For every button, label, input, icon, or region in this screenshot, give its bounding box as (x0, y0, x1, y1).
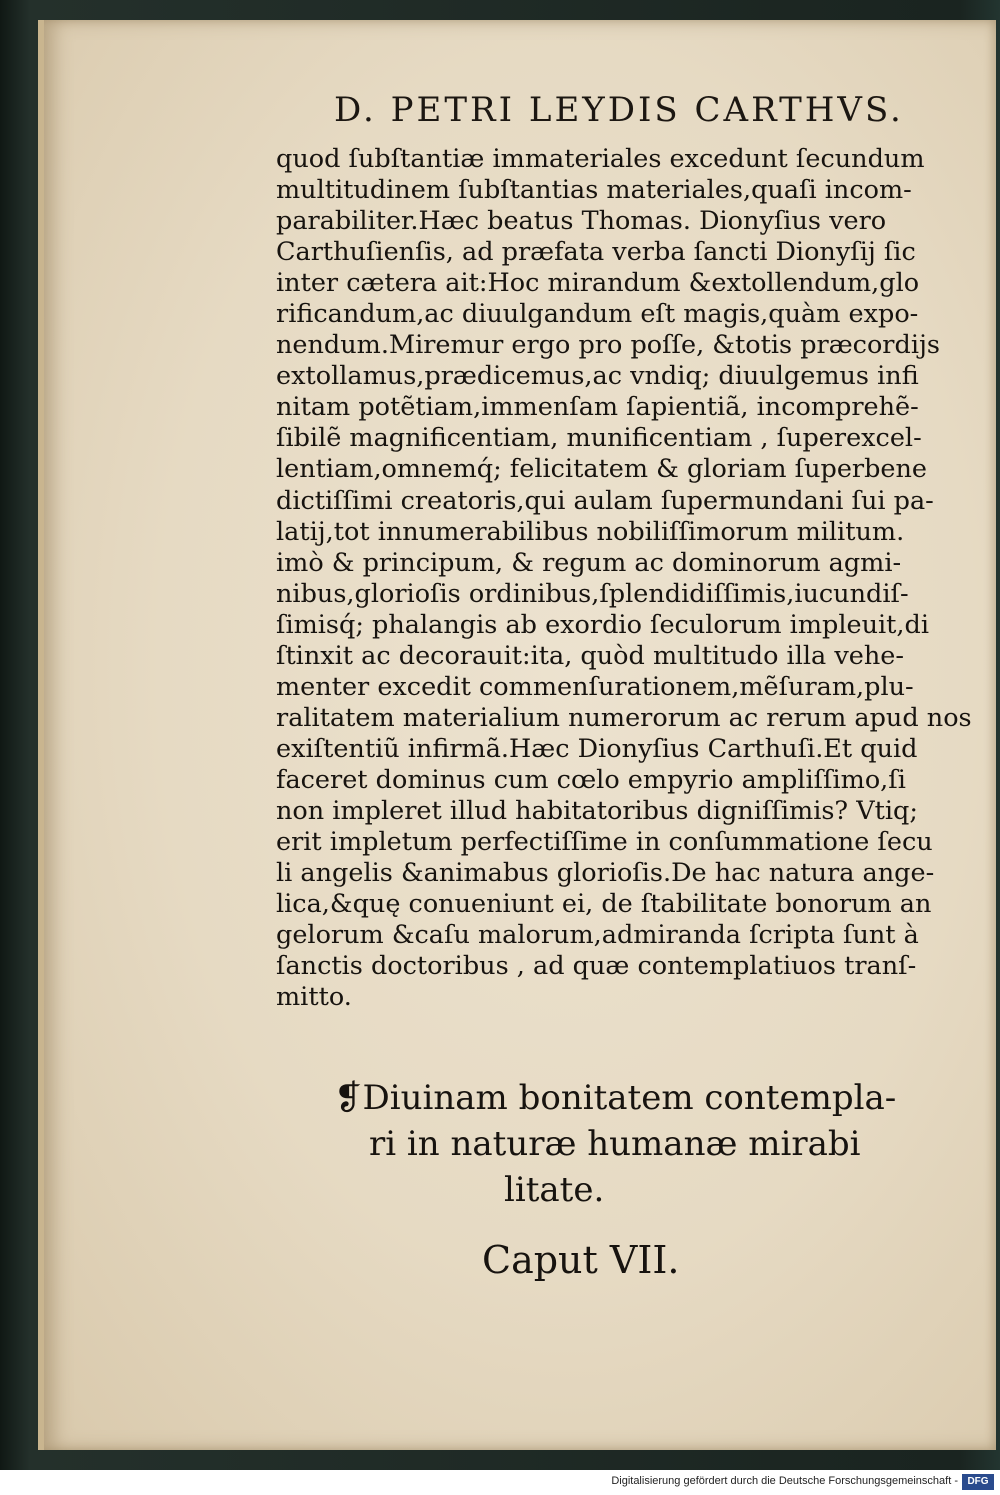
text-line: mitto. (276, 982, 352, 1013)
text-line: nibus,glorioſis ordinibus,ſplendidiſſimis,iucundiſ- (276, 578, 909, 609)
body-text (276, 144, 976, 1013)
text-line: faceret dominus cum cœlo empyrio ampliſſimo,ſi (276, 764, 906, 795)
dfg-logo-icon: DFG (962, 1474, 994, 1490)
text-line: non impleret illud habitatoribus digniſſimis? Vtiq; (276, 795, 918, 826)
text-line: ſimisq́; phalangis ab exordio ſeculorum impleuit,di (276, 609, 929, 640)
text-line: dictiſſimi creatoris,qui aulam ſupermundani ſui pa- (276, 485, 934, 516)
text-line: li angelis &animabus glorioſis.De hac natura ange- (276, 858, 935, 889)
text-line: lentiam,omnemq́; felicitatem & gloriam ſuperbene (276, 454, 928, 485)
chapter-heading (294, 1075, 954, 1213)
text-line: nendum.Miremur ergo pro poſſe, &totis præcordijs (276, 330, 940, 361)
text-line: erit impletum perfectiſſime in conſummatione ſecu (276, 827, 933, 858)
text-line: parabiliter.Hæc beatus Thomas. Dionyſius vero (276, 206, 887, 237)
text-line: ſtinxit ac decorauit:ita, quòd multitudo illa vehe- (276, 640, 904, 671)
text-line: latij,tot innumerabilibus nobiliſſimorum militum. (276, 516, 905, 547)
footer-bar (0, 1470, 1000, 1495)
chapter-heading-line: ri in naturæ humanæ mirabi (369, 1124, 861, 1164)
funding-credit: Digitalisierung gefördert durch die Deutsche Forschungsgemeinschaft - (611, 1475, 958, 1487)
chapter-heading-line: ❡Diuinam bonitatem contempla- (334, 1078, 897, 1118)
text-line: imò & principum, & regum ac dominorum agmi- (276, 547, 902, 578)
text-line: ſanctis doctoribus , ad quæ contemplatiuos tranſ- (276, 951, 917, 982)
chapter-heading-line: litate. (504, 1170, 605, 1210)
text-line: quod ſubſtantiæ immateriales excedunt ſecundum (276, 144, 925, 174)
text-line: multitudinem ſubſtantias materiales,quaſi incom- (276, 175, 912, 206)
text-line: lica,&quę conueniunt ei, de ſtabilitate bonorum an (276, 889, 932, 920)
text-line: ſibilẽ magnificentiam, munificentiam , ſuperexcel- (276, 423, 922, 454)
text-line: nitam potẽtiam,immenſam ſapientiã, incomprehẽ- (276, 392, 919, 423)
text-line: exiſtentiũ infirmã.Hæc Dionyſius Carthuſi.Et quid (276, 733, 918, 764)
running-head: D. PETRI LEYDIS CARTHVS. (334, 90, 904, 130)
text-line: Carthuſienſis, ad præfata verba ſancti Dionyſij ſic (276, 237, 916, 268)
chapter-number: Caput VII. (482, 1238, 680, 1282)
text-line: extollamus,prædicemus,ac vndiq; diuulgemus infi (276, 361, 919, 392)
text-line: menter excedit commenſurationem,mẽſuram,plu- (276, 671, 914, 702)
book-page (38, 20, 996, 1450)
text-line: rificandum,ac diuulgandum eſt magis,quàm expo- (276, 299, 919, 330)
text-line: ralitatem materialium numerorum ac rerum apud nos (276, 702, 972, 733)
text-line: inter cætera ait:Hoc mirandum &extollendum,glo (276, 268, 920, 299)
text-line: gelorum &caſu malorum,admiranda ſcripta ſunt à (276, 920, 919, 951)
